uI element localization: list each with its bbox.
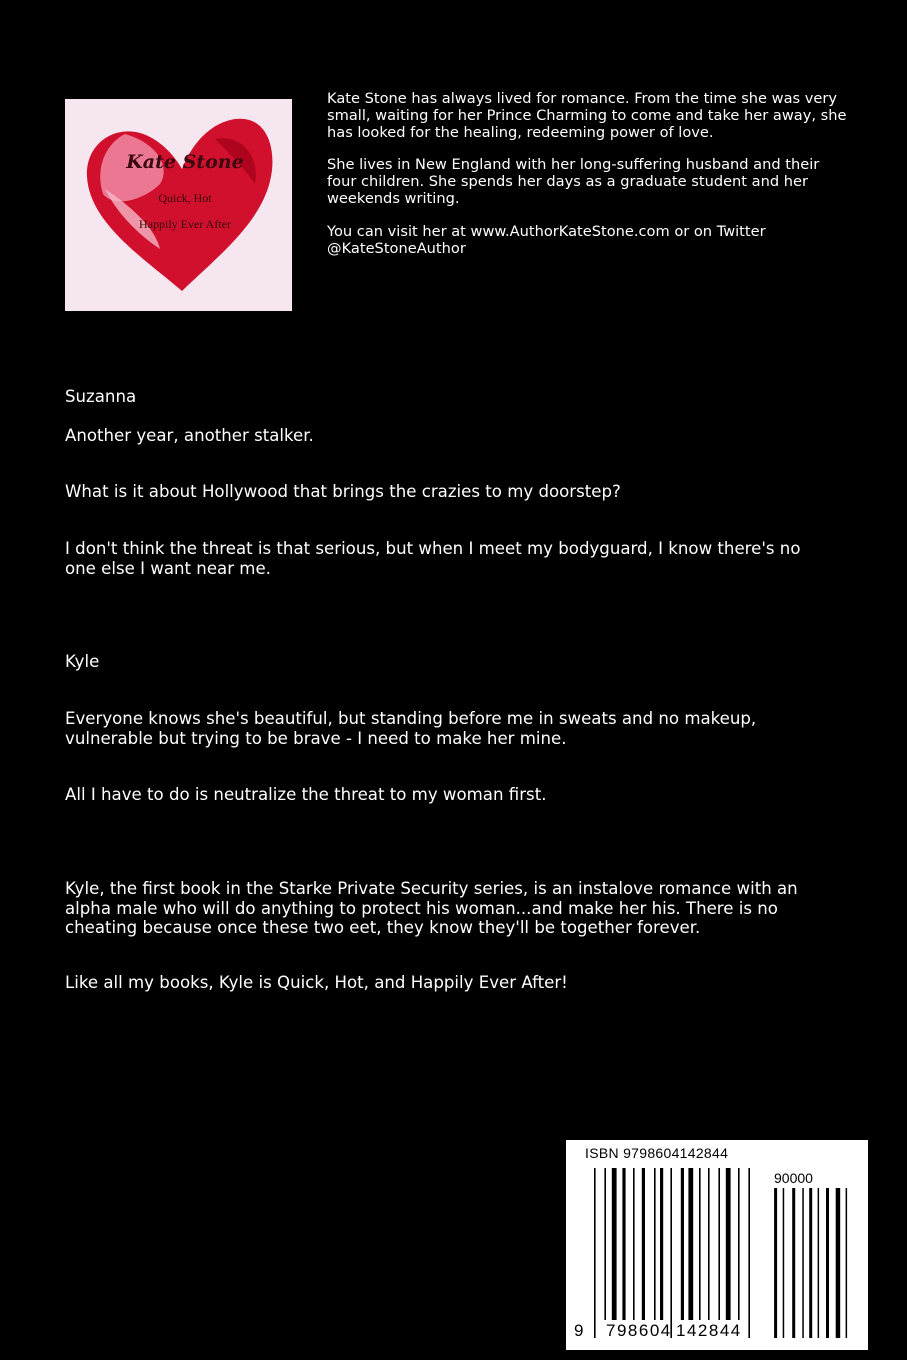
barcode-bar: [846, 1188, 848, 1338]
barcode-bar: [654, 1168, 656, 1320]
barcode-bar: [792, 1188, 795, 1338]
barcode-bar: [718, 1168, 720, 1320]
heading-suzanna: Suzanna: [65, 387, 137, 406]
barcode-bar: [818, 1188, 820, 1338]
blurb-paragraph: All I have to do is neutralize the threat to my woman first.: [65, 785, 547, 804]
barcode-left-digits: 798604: [606, 1321, 672, 1340]
blurb-paragraph: Everyone knows she's beautiful, but standing before me in sweats and no makeup, vulnerable but trying to be brave - I need to make her mine.: [65, 709, 757, 748]
logo-tagline-2: Happily Ever After: [139, 217, 231, 231]
isbn-barcode: [566, 1140, 868, 1350]
bio-paragraph: She lives in New England with her long-suffering husband and their four children. She spends her days as a graduate student and her weekends writing.: [327, 156, 820, 207]
barcode-bar: [708, 1168, 710, 1320]
blurb-paragraph: Kyle, the first book in the Starke Private Security series, is an instalove romance with an alpha male who will do anything to protect his woman...and make her his. There is no cheating because once these two eet, they know they'll be together forever.: [65, 879, 798, 937]
barcode-bar: [836, 1188, 841, 1338]
barcode-bar: [670, 1168, 672, 1338]
barcode-right-digits: 142844: [676, 1321, 742, 1340]
barcode-bar: [688, 1168, 693, 1320]
blurb-paragraph: I don't think the threat is that serious, but when I meet my bodyguard, I know there's no one else I want near me.: [65, 539, 801, 578]
barcode-bar: [604, 1168, 606, 1320]
bio-paragraph: Kate Stone has always lived for romance. From the time she was very small, waiting for her Prince Charming to come and take her away, she has looked for the healing, redeeming power of love.: [327, 90, 847, 141]
barcode-bar: [681, 1168, 684, 1320]
barcode-bar: [809, 1188, 812, 1338]
barcode-bar: [774, 1188, 777, 1338]
author-logo: [65, 99, 292, 311]
blurb-paragraph: What is it about Hollywood that brings the crazies to my doorstep?: [65, 482, 621, 501]
barcode-bar: [622, 1168, 625, 1320]
heading-kyle: Kyle: [65, 652, 100, 671]
barcode-bar: [826, 1188, 829, 1338]
barcode-bar: [783, 1188, 785, 1338]
logo-title: Kate Stone: [126, 151, 244, 173]
barcode-bar: [612, 1168, 617, 1320]
logo-tagline-1: Quick, Hot: [158, 191, 212, 205]
barcode-bars: [566, 1140, 868, 1350]
barcode-bar: [699, 1168, 701, 1320]
barcode-bar: [748, 1168, 750, 1338]
barcode-bar: [633, 1168, 635, 1320]
blurb-paragraph: Another year, another stalker.: [65, 426, 314, 445]
blurb-paragraph: Like all my books, Kyle is Quick, Hot, and Happily Ever After!: [65, 973, 568, 992]
bio-paragraph: You can visit her at www.AuthorKateStone.com or on Twitter @KateStoneAuthor: [327, 222, 766, 257]
author-bio: [327, 91, 847, 273]
addon-number: 90000: [774, 1170, 813, 1186]
isbn-label: ISBN 9798604142844: [585, 1145, 729, 1161]
barcode-first-digit: 9: [574, 1321, 585, 1340]
barcode-bar: [594, 1168, 596, 1338]
barcode-bar: [738, 1168, 740, 1320]
barcode-bar: [802, 1188, 804, 1338]
barcode-bar: [642, 1168, 645, 1320]
barcode-bar: [660, 1168, 663, 1320]
barcode-bar: [726, 1168, 731, 1320]
